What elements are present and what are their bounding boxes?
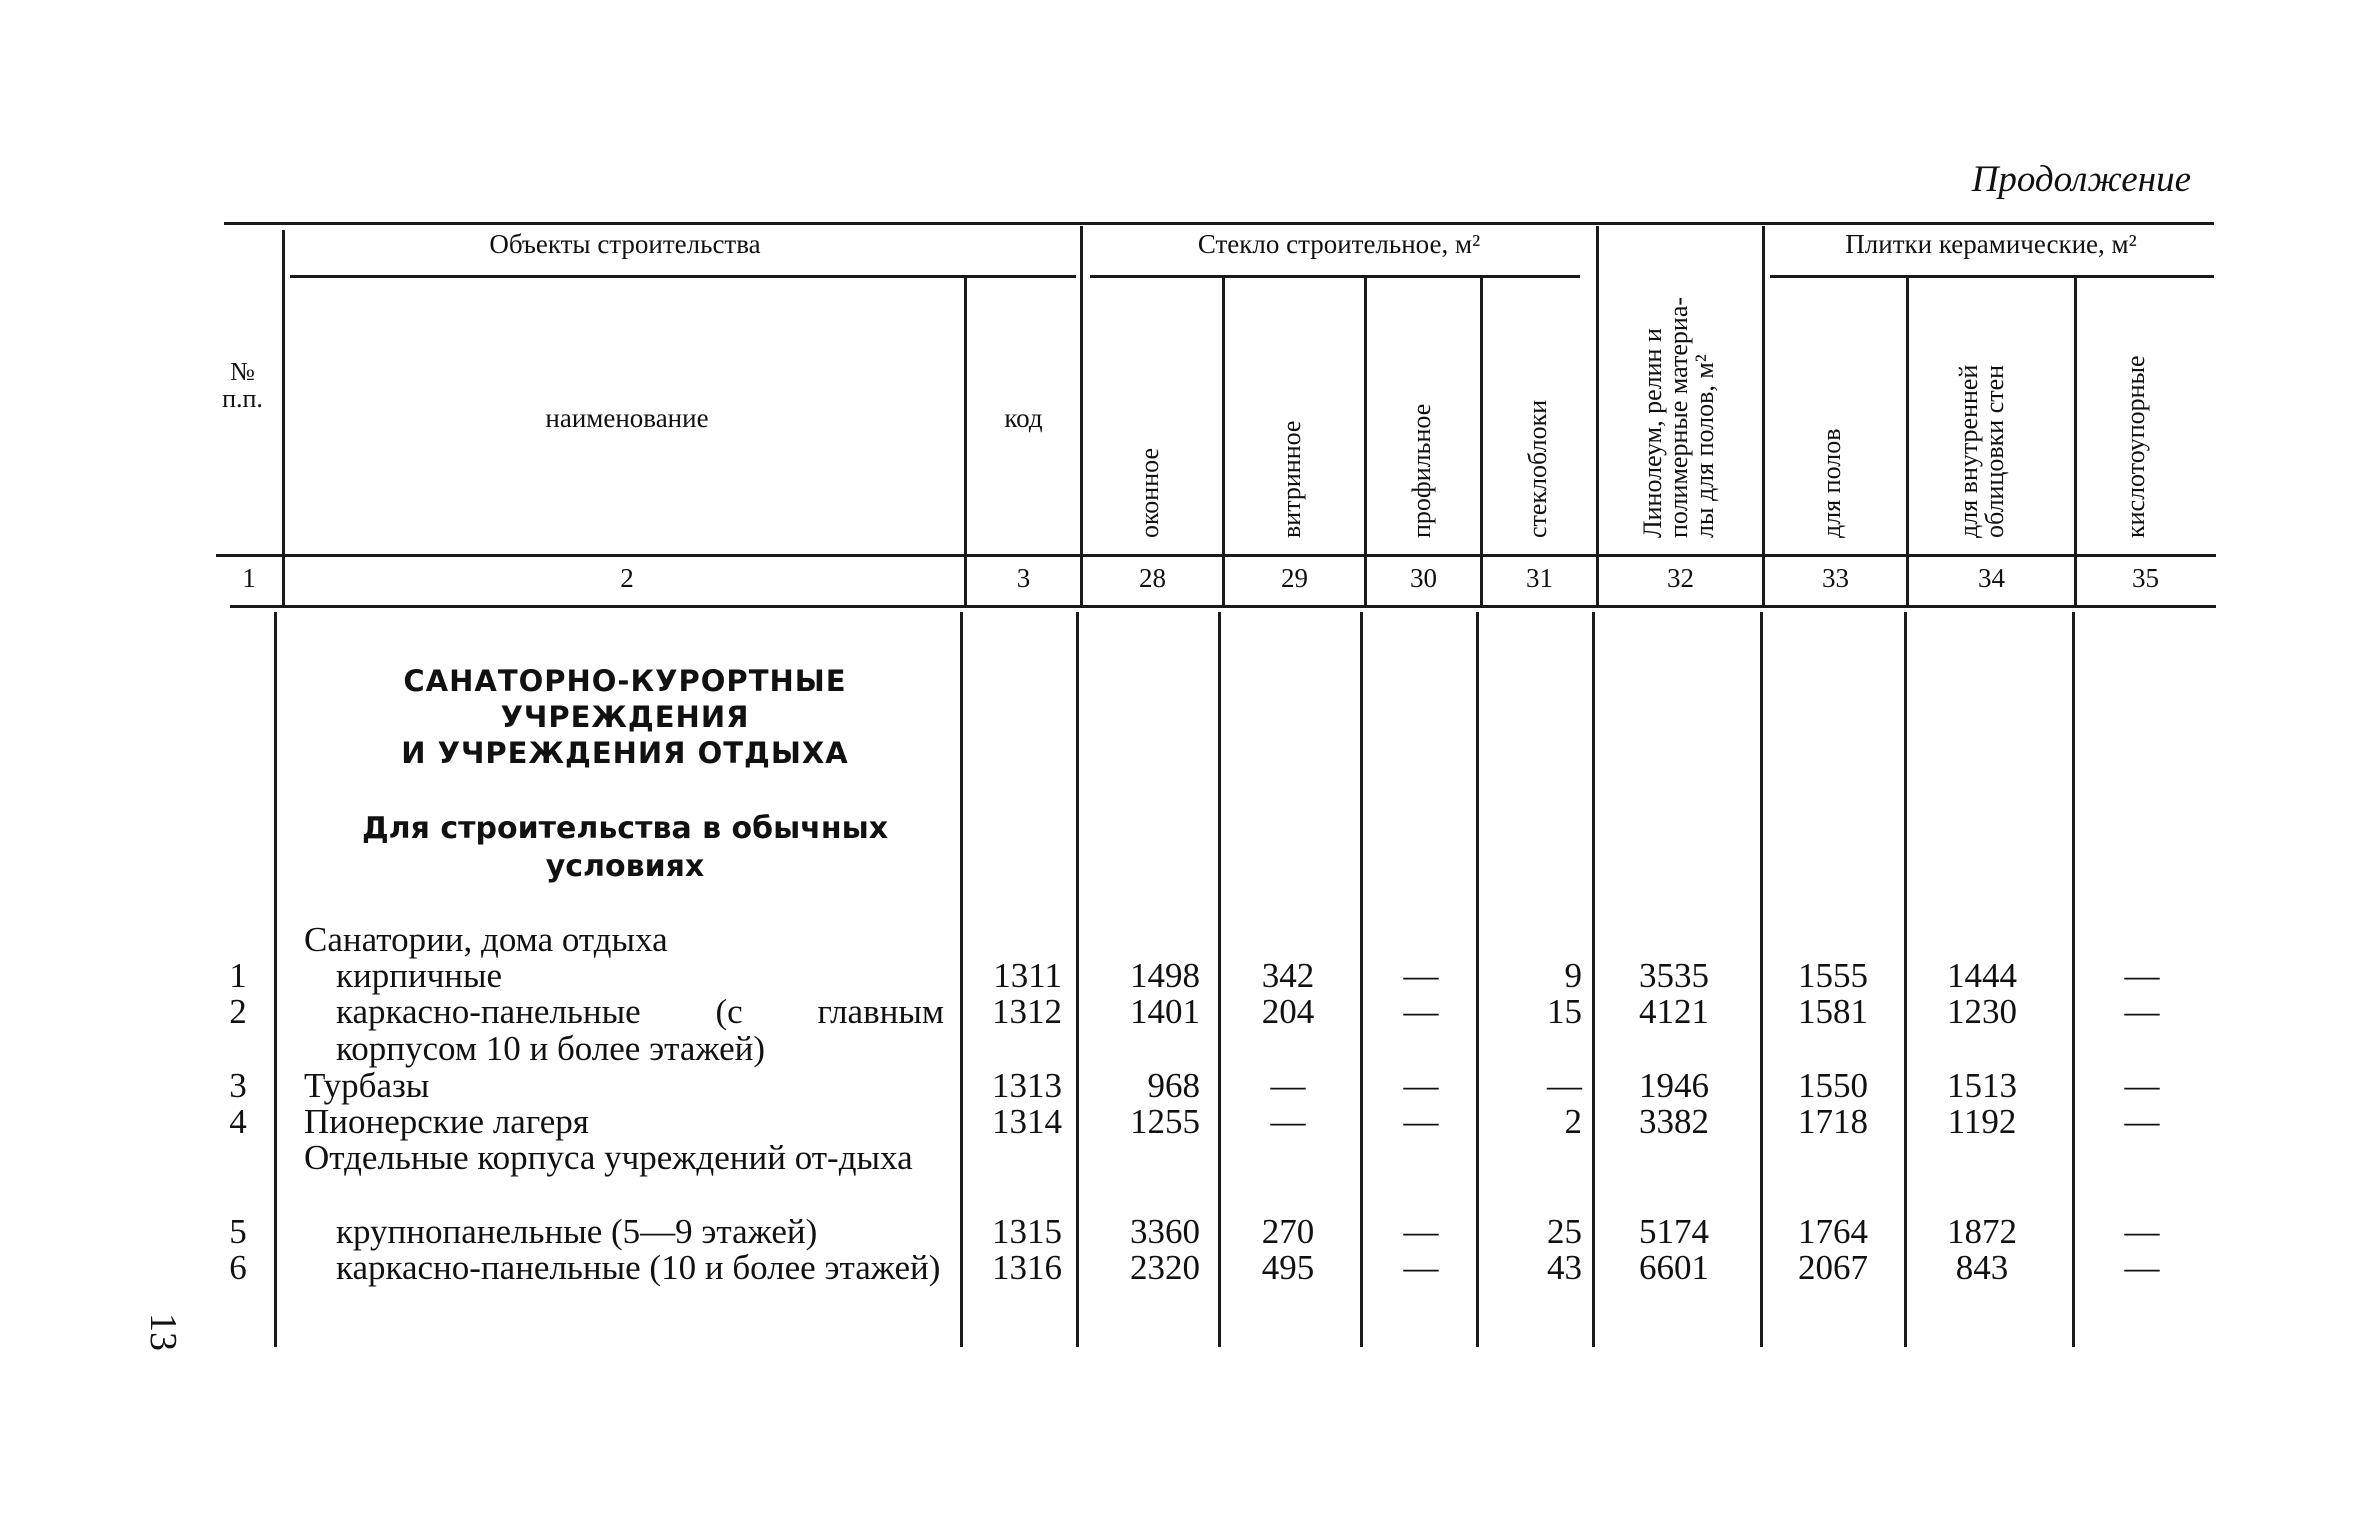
row-value: 1872 (1947, 1212, 2017, 1251)
rule-v3 (1080, 226, 1083, 605)
header-tiles-acid: кислотоупорные (2121, 355, 2150, 538)
row-name: каркасно-панельные (с главным корпусом 10 и более этажей) (336, 992, 944, 1068)
colnum-bottom-rule (230, 605, 2216, 608)
row-value: 1230 (1947, 992, 2017, 1031)
row-value: — (1270, 1102, 1306, 1141)
row-value: — (1403, 1102, 1439, 1141)
objects-subrule (290, 275, 1076, 278)
row-value: 1764 (1798, 1212, 1868, 1251)
colnum-29: 29 (1281, 563, 1308, 593)
row-number: 2 (229, 992, 247, 1031)
body-rule-v7 (1592, 612, 1595, 1347)
row-value: 15 (1547, 992, 1582, 1031)
colnum-1: 1 (242, 563, 256, 593)
row-name: Турбазы (304, 1066, 430, 1105)
body-rule-v4 (1218, 612, 1221, 1347)
row-value: 1513 (1947, 1066, 2017, 1105)
row-number: 4 (229, 1102, 247, 1141)
row-name: Санатории, дома отдыха (304, 920, 668, 959)
row-value: — (1403, 1212, 1439, 1251)
header-glass-blocks: стеклоблоки (1523, 399, 1552, 538)
row-value: 342 (1261, 956, 1315, 995)
colnum-34: 34 (1978, 563, 2005, 593)
tiles-subrule (1770, 275, 2214, 278)
rule-v9 (1906, 278, 1909, 605)
colnum-28: 28 (1139, 563, 1166, 593)
row-value: 495 (1261, 1248, 1315, 1287)
row-value: — (2124, 992, 2160, 1031)
row-value: 2320 (1130, 1248, 1200, 1287)
row-value: 270 (1261, 1212, 1315, 1251)
row-code: 1313 (992, 1066, 1062, 1105)
row-value: 1550 (1798, 1066, 1868, 1105)
subsection-title: Для строительства в обычных условиях (361, 811, 889, 884)
row-value: — (1403, 956, 1439, 995)
header-name: наименование (545, 403, 709, 433)
row-value: 3382 (1639, 1102, 1709, 1141)
header-glass-group: Стекло строительное, м² (1197, 229, 1481, 259)
rule-v5 (1364, 278, 1367, 605)
row-name: крупнопанельные (5—9 этажей) (336, 1212, 818, 1251)
row-value: 1581 (1798, 992, 1868, 1031)
row-value: 1255 (1130, 1102, 1200, 1141)
rule-v10 (2074, 278, 2077, 605)
row-value: — (2124, 1066, 2160, 1105)
row-value: — (2124, 1212, 2160, 1251)
row-value: 2 (1564, 1102, 1582, 1141)
header-tiles-wall: для внутренней облицовки стен (1954, 364, 2009, 538)
colnum-2: 2 (620, 563, 634, 593)
row-value: 968 (1147, 1066, 1200, 1105)
colnum-31: 31 (1526, 563, 1553, 593)
row-value: 1401 (1130, 992, 1200, 1031)
row-value: 1555 (1798, 956, 1868, 995)
header-tiles-floor: для полов (1817, 428, 1846, 538)
row-value: 5174 (1639, 1212, 1709, 1251)
row-value: 1946 (1639, 1066, 1709, 1105)
colnum-32: 32 (1667, 563, 1694, 593)
row-value: — (1270, 1066, 1306, 1105)
row-name: каркасно-панельные (10 и более этажей) (336, 1248, 941, 1287)
row-value: 843 (1955, 1248, 2009, 1287)
row-number: 6 (229, 1248, 247, 1287)
row-code: 1314 (992, 1102, 1062, 1141)
row-code: 1316 (992, 1248, 1062, 1287)
row-value: 4121 (1639, 992, 1709, 1031)
rule-v4 (1222, 278, 1225, 605)
row-value: 1444 (1947, 956, 2017, 995)
row-value: — (1547, 1066, 1582, 1105)
body-rule-v3 (1076, 612, 1079, 1347)
row-name: Пионерские лагеря (304, 1102, 589, 1141)
body-rule-v6 (1476, 612, 1479, 1347)
row-value: — (1403, 1248, 1439, 1287)
row-value: 9 (1564, 956, 1582, 995)
header-tiles-group: Плитки керамические, м² (1845, 229, 2137, 259)
body-rule-v2 (960, 612, 963, 1347)
header-glass-showcase: витринное (1277, 420, 1306, 538)
row-number: 5 (229, 1212, 247, 1251)
rule-v8 (1762, 226, 1765, 605)
body-rule-v1 (274, 612, 277, 1347)
colnum-33: 33 (1822, 563, 1849, 593)
colnum-top-rule (216, 554, 2216, 557)
header-no: № п.п. (222, 357, 263, 413)
header-linoleum: Линолеум, релин и полимерные материа- лы для полов, м² (1638, 296, 1719, 538)
colnum-35: 35 (2132, 563, 2159, 593)
body-rule-v9 (1904, 612, 1907, 1347)
rule-v7 (1596, 226, 1599, 605)
row-code: 1315 (992, 1212, 1062, 1251)
row-name: кирпичные (336, 956, 503, 995)
body-rule-v5 (1360, 612, 1363, 1347)
row-value: 6601 (1639, 1248, 1709, 1287)
header-objects: Объекты строительства (489, 229, 761, 259)
row-number: 3 (229, 1066, 247, 1105)
row-number: 1 (229, 956, 247, 995)
body-rule-v8 (1760, 612, 1763, 1347)
row-value: 3360 (1130, 1212, 1200, 1251)
row-value: 1498 (1130, 956, 1200, 995)
row-value: 25 (1547, 1212, 1582, 1251)
header-glass-profile: профильное (1407, 403, 1436, 538)
top-rule (224, 222, 2214, 225)
row-code: 1312 (992, 992, 1062, 1031)
rule-v1 (282, 230, 285, 605)
rule-v2 (964, 278, 967, 605)
colnum-3: 3 (1016, 563, 1031, 593)
rule-v6 (1480, 278, 1483, 605)
row-value: — (2124, 1248, 2160, 1287)
row-value: — (2124, 956, 2160, 995)
row-value: — (1403, 1066, 1439, 1105)
row-value: — (2124, 1102, 2160, 1141)
section-title: САНАТОРНО-КУРОРТНЫЕ УЧРЕЖДЕНИЯ И УЧРЕЖДЕНИЯ ОТДЫХА (401, 664, 849, 770)
row-value: 2067 (1798, 1248, 1868, 1287)
row-value: 204 (1261, 992, 1315, 1031)
row-name: Отдельные корпуса учреждений от-дыха (304, 1138, 913, 1177)
row-code: 1311 (993, 956, 1062, 995)
row-value: — (1403, 992, 1439, 1031)
continuation-label: Продолжение (1971, 159, 2191, 200)
colnum-30: 30 (1410, 563, 1437, 593)
page-number: 13 (142, 1313, 184, 1351)
row-value: 1192 (1947, 1102, 2017, 1141)
row-value: 3535 (1639, 956, 1709, 995)
glass-subrule (1090, 275, 1580, 278)
header-code: код (1004, 403, 1043, 433)
row-value: 1718 (1798, 1102, 1868, 1141)
row-value: 43 (1547, 1248, 1582, 1287)
body-rule-v10 (2072, 612, 2075, 1347)
header-glass-window: оконное (1135, 448, 1164, 538)
